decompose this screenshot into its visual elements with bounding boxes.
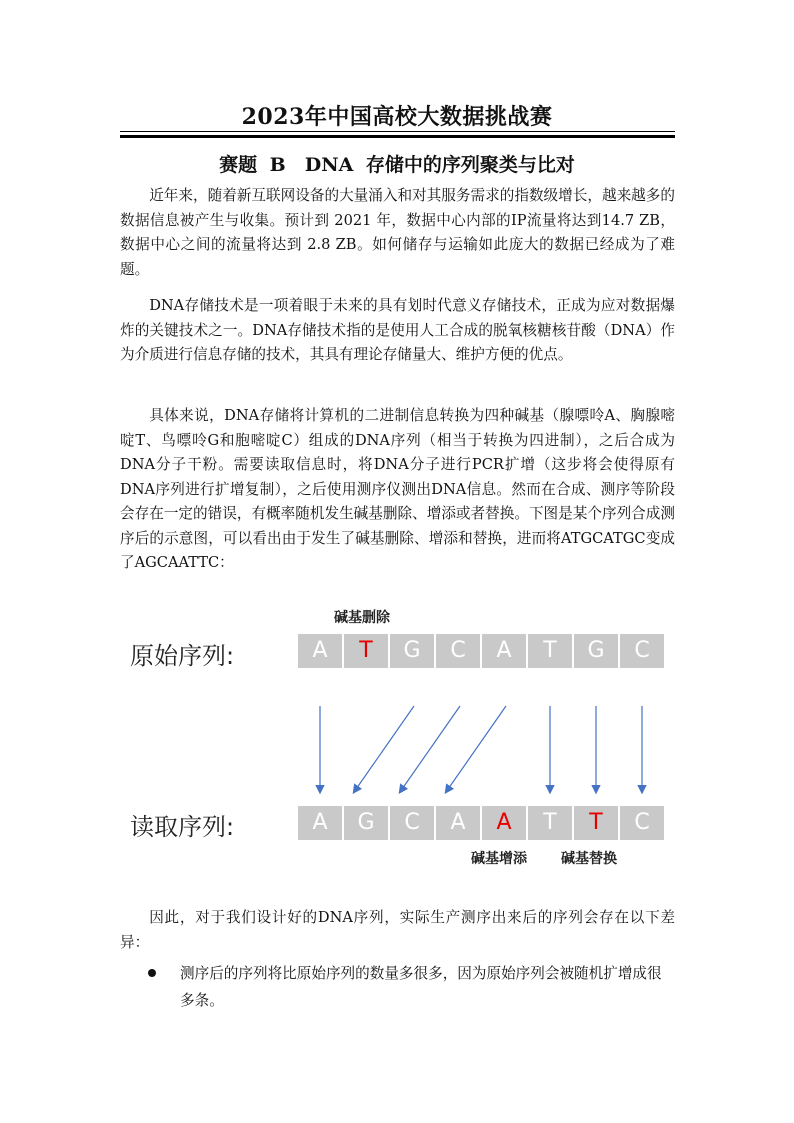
page-title: 2023年中国高校大数据挑战赛 [241,104,553,130]
paragraph-differences: 因此，对于我们设计好的DNA序列，实际生产测序出来后的序列会存在以下差异： [120,909,675,951]
problem-subtitle: 赛题 B DNA 存储中的序列聚类与比对 [219,154,575,176]
annotation-deletion: 碱基删除 [334,610,390,626]
original-base-box: T [344,634,388,668]
original-base-box: G [390,634,434,668]
original-sequence-label: 原始序列: [130,642,235,670]
read-base-box: A [298,806,342,840]
original-base-box: A [482,634,526,668]
original-base-box: T [528,634,572,668]
original-base-box: A [298,634,342,668]
annotation-substitution: 碱基替换 [561,851,617,867]
mapping-arrow [446,706,506,792]
original-base-box: G [574,634,618,668]
read-base-box: T [528,806,572,840]
bullet-item: 测序后的序列将比原始序列的数量多很多，因为原始序列会被随机扩增成很多条。 [180,965,662,1009]
original-base-box: C [620,634,664,668]
title-rule-thick [120,135,675,138]
read-base-box: A [436,806,480,840]
bullet-list [150,960,675,1014]
read-sequence-label: 读取序列: [130,813,235,841]
paragraph-details: 具体来说，DNA存储将计算机的二进制信息转换为四种碱基（腺嘌呤A、胸腺嘧啶T、鸟嘌呤G和胞嘧啶C）组成的DNA序列（相当于转换为四进制），之后合成为DNA分子干粉。需要读取信息时，将DNA分子进行PCR扩增（这步将会使得原有DNA序列进行扩增复制），之后使用测序仪测出DNA信息。然而在合成、测序等阶段会存在一定的错误，有概率随机发生碱基删除、增添或者替换。下图是某个序列合成测序后的示意图，可以看出由于发生了碱基删除、增添和替换，进而将ATGCATGC变成了AGCAATTC： [120,407,675,571]
mapping-arrow [354,706,414,792]
sequence-error-diagram [110,600,690,875]
paragraph-dna-storage: DNA存储技术是一项着眼于未来的具有划时代意义存储技术，正成为应对数据爆炸的关键技术之一。DNA存储技术指的是使用人工合成的脱氧核糖核苷酸（DNA）作为介质进行信息存储的技术，其具有理论存储量大、维护方便的优点。 [120,297,675,363]
title-rule-thin [120,131,675,132]
paragraph-intro: 近年来，随着新互联网设备的大量涌入和对其服务需求的指数级增长，越来越多的数据信息被产生与收集。预计到 2021 年，数据中心内部的IP流量将达到14.7 ZB，数据中心之间的流量将达到 2.8 ZB。如何储存与运输如此庞大的数据已经成为了难题。 [120,187,675,278]
read-base-box: G [344,806,388,840]
read-base-box: C [390,806,434,840]
mapping-arrow [400,706,460,792]
original-base-box: C [436,634,480,668]
read-base-box: C [620,806,664,840]
read-base-box: T [574,806,618,840]
read-base-box: A [482,806,526,840]
bullet-dot-icon [148,969,156,977]
annotation-insertion: 碱基增添 [471,851,527,867]
